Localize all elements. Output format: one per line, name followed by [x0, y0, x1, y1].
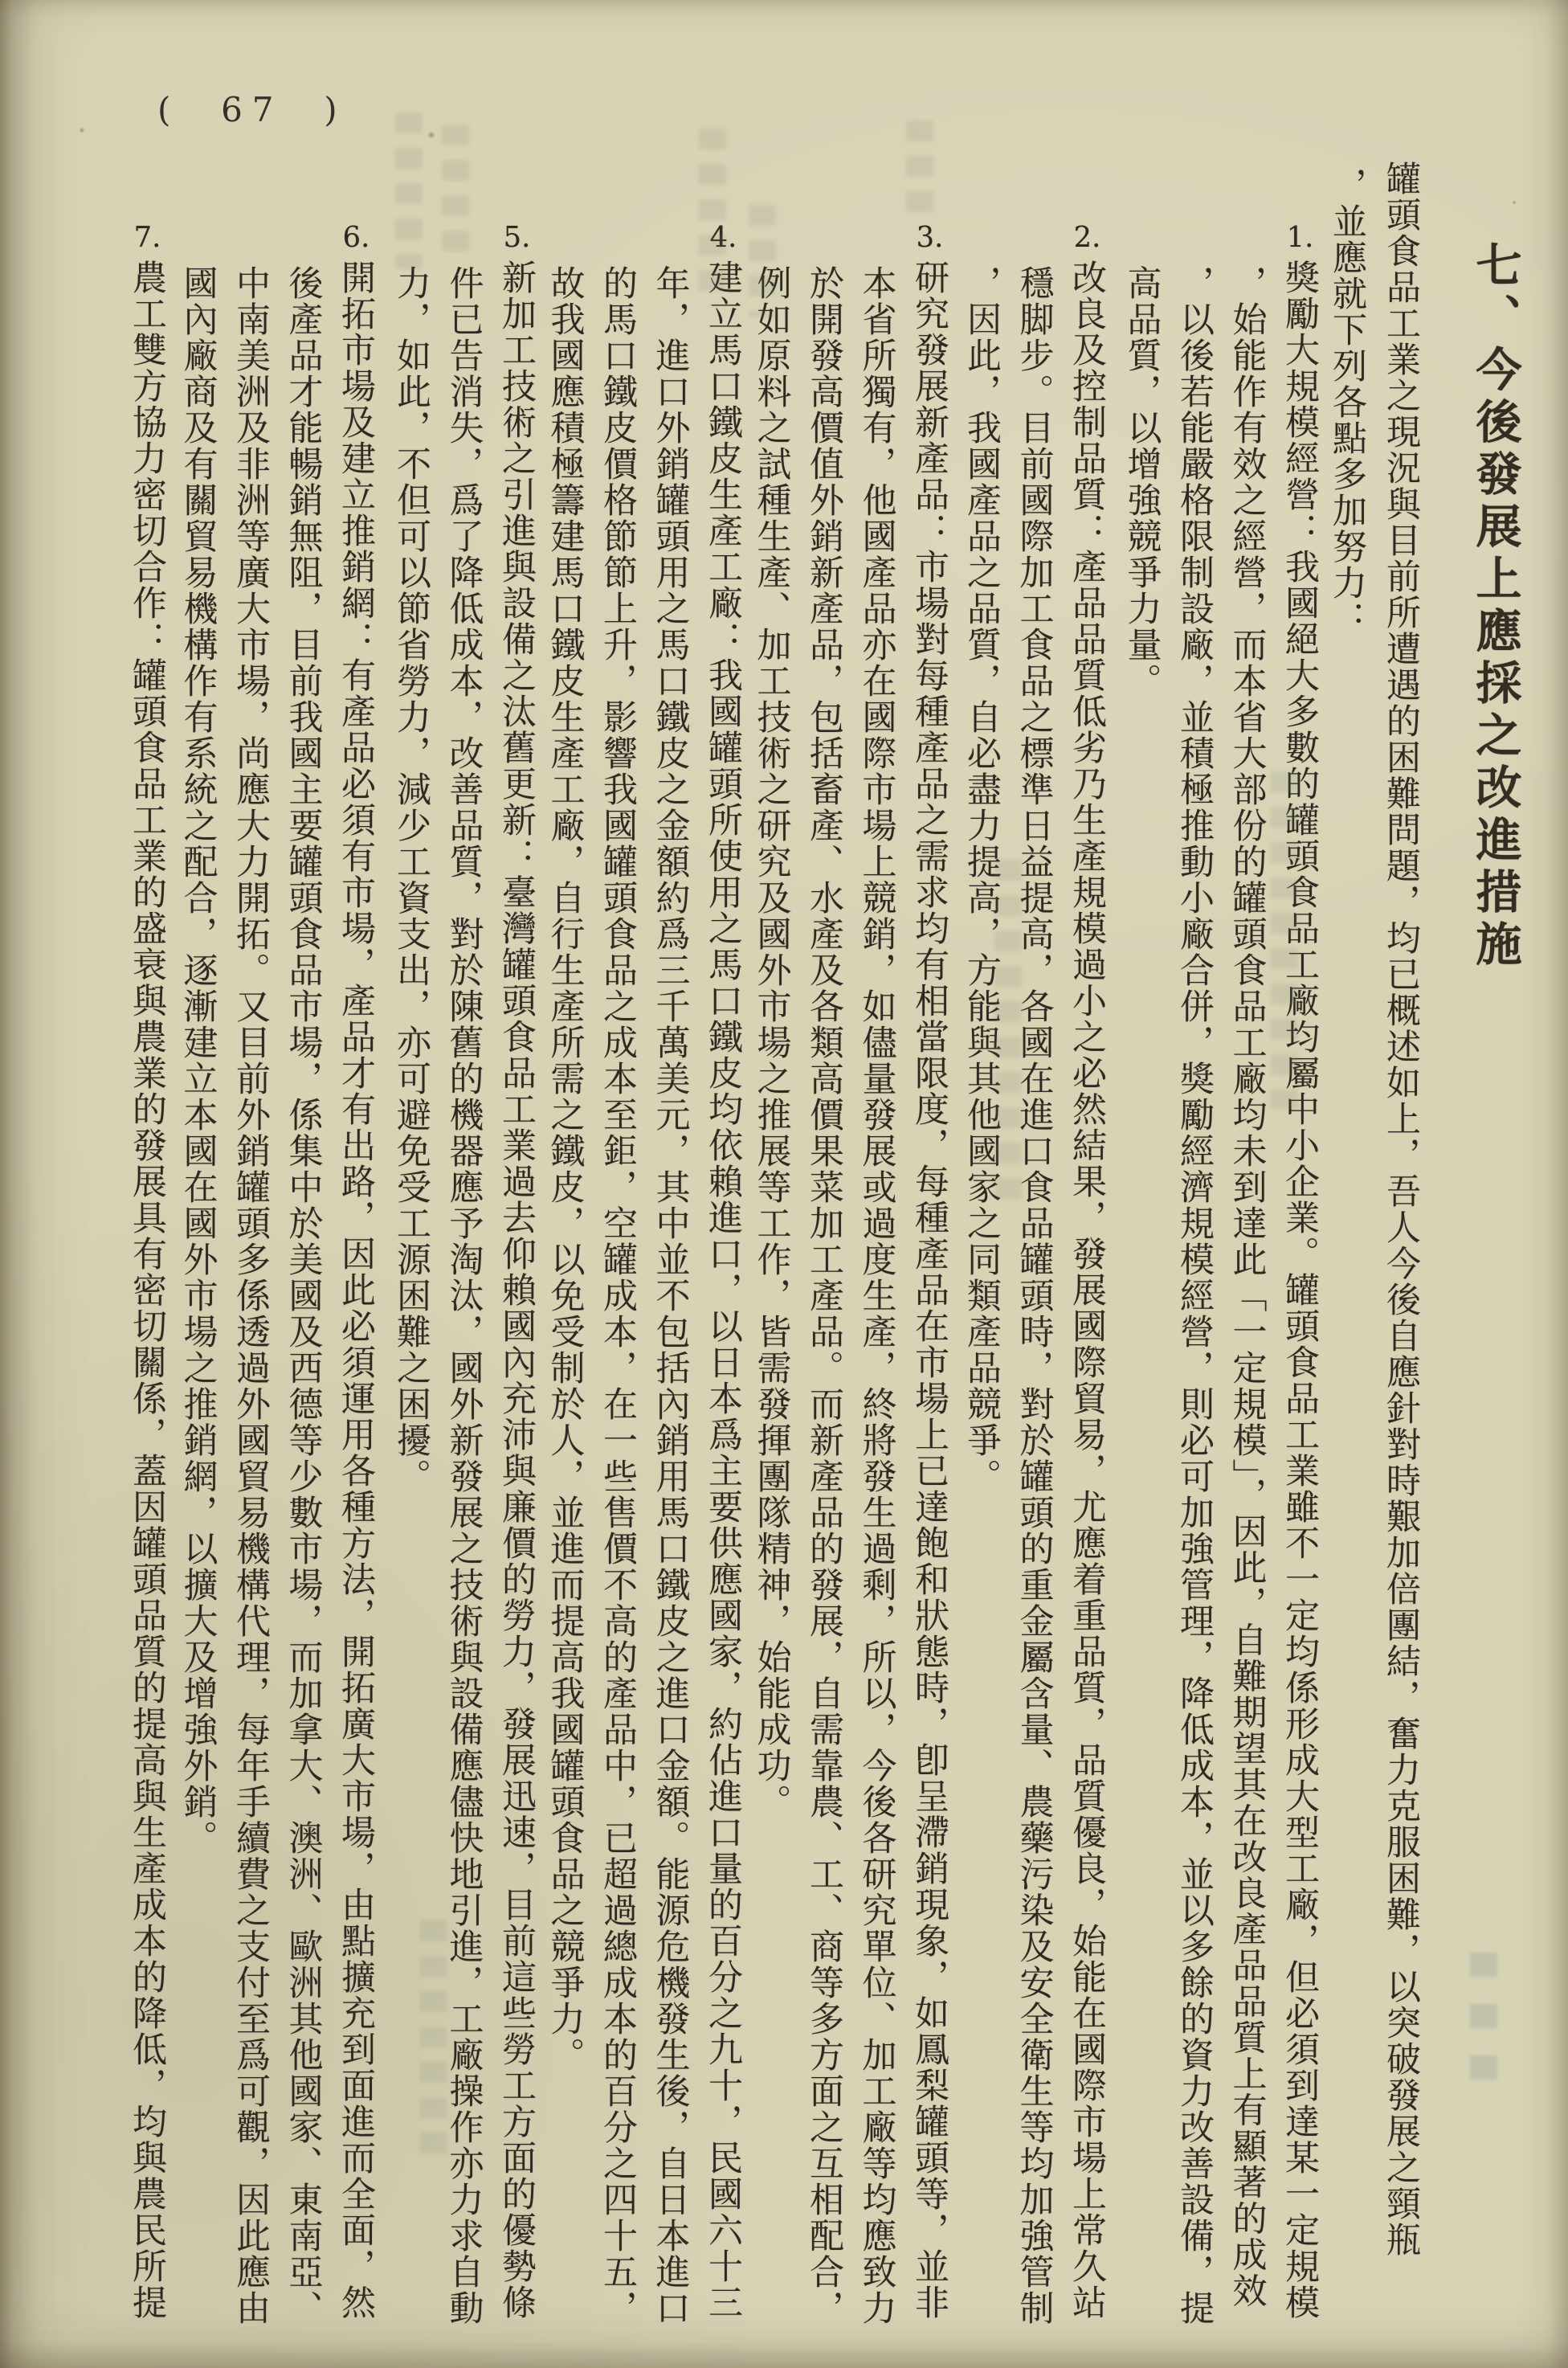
ink-bleed-smudge	[749, 205, 776, 317]
item-number: 4.	[709, 223, 737, 252]
intro-column: ，並應就下列各點多加努力：	[1327, 167, 1367, 637]
item-column: 5.新加工技術之引進與設備之汰舊更新：臺灣罐頭食品工業過去仰賴國內充沛與廉價的勞力，發展迅速，目前這些勞工方面的優勢條	[496, 223, 537, 2321]
item-column: 例如原料之試種生產、加工技術之研究及國外市場之推展等工作，皆需發揮團隊精神，始能成功。	[751, 265, 792, 1820]
item-column: 故我國應積極籌建馬口鐵皮生產工廠，自行生產所需之鐵皮，以免受制於人，並進而提高我國罐頭食品之競爭力。	[545, 265, 586, 2073]
section-title: 七、今後發展上應採之改進措施	[1468, 241, 1522, 972]
item-column: 的馬口鐵皮價格節節上升，影響我國罐頭食品之成本至鉅，空罐成本，在一些售價不高的產品中，已超過總成本的百分之四十五，	[598, 265, 638, 2326]
ink-bleed-smudge	[906, 121, 933, 221]
item-column: 年，進口外銷罐頭用之馬口鐵皮之金額約爲三千萬美元，其中並不包括內銷用馬口鐵皮之進口金額。能源危機發生後，自日本進口	[650, 265, 691, 2326]
item-column: 1.獎勵大規模經營：我國絕大多數的罐頭食品工廠均屬中小企業。罐頭食品工業雖不一定均係形成大型工廠，但必須到達某一定規模	[1280, 223, 1320, 2321]
ink-bleed-smudge	[1470, 1953, 1497, 2105]
item-column: 7.農工雙方協力密切合作：罐頭食品工業的盛衰與農業的發展具有密切關係，蓋因罐頭品質的提高與生產成本的降低，均與農民所提	[127, 223, 167, 2321]
item-number: 6.	[342, 223, 370, 252]
item-number: 1.	[1286, 223, 1314, 252]
page-number: ( 67 )	[157, 90, 347, 129]
item-column: 中南美洲及非洲等廣大市場，尚應大力開拓。又目前外銷罐頭多係透過外國貿易機構代理，每年手續費之支付至爲可觀，因此應由	[231, 265, 271, 2326]
item-column: ，因此，我國產品之品質，自必盡力提高，方能與其他國家之同類產品競爭。	[962, 265, 1002, 1495]
ink-bleed-smudge	[994, 860, 1022, 1205]
item-number: 5.	[503, 223, 531, 252]
item-column: 高品質，以增強競爭力量。	[1121, 265, 1162, 699]
intro-column: 罐頭食品工業之現況與目前所遭遇的困難問題，均已概述如上，吾人今後自應針對時艱加倍團結，奮力克服困難，以突破發展之頸瓶	[1381, 161, 1421, 2258]
item-column: 於開發高價值外銷新產品，包括畜產、水產及各類高價果菜加工產品。而新產品的發展，自需靠農、工、商等多方面之互相配合，	[804, 265, 844, 2326]
ink-bleed-smudge	[699, 129, 726, 305]
item-number: 2.	[1073, 223, 1101, 252]
item-column: 2.改良及控制品質：產品品質低劣乃生產規模過小之必然結果，發展國際貿易，尤應着重品質，品質優良，始能在國際市場上常久站	[1067, 223, 1107, 2321]
item-column: 4.建立馬口鐵皮生產工廠：我國罐頭所使用之馬口鐵皮均依賴進口，以日本爲主要供應國家，約佔進口量的百分之九十，民國六十三	[703, 223, 743, 2321]
item-column: ，始能作有效之經營，而本省大部份的罐頭食品工廠均未到達此「一定規模」，因此，自難期望其在改良產品品質上有顯著的成效	[1227, 265, 1268, 2309]
ink-bleed-smudge	[419, 1920, 447, 2161]
item-column: 穩脚步。目前國際加工食品之標準日益提高，各國在進口食品罐頭時，對於罐頭的重金屬含量、農藥污染及安全衛生等均加強管制	[1014, 265, 1055, 2326]
item-column: 6.開拓市場及建立推銷網：有產品必須有市場，產品才有出路，因此必須運用各種方法，開拓廣大市場，由點擴充到面進而全面，然	[336, 223, 376, 2321]
item-number: 7.	[133, 223, 161, 252]
item-column: 3.研究發展新產品：市場對每種產品之需求均有相當限度，每種產品在市場上已達飽和狀態時，卽呈滯銷現象，如鳳梨罐頭等，並非	[909, 223, 949, 2321]
ink-bleed-smudge	[395, 112, 423, 269]
ink-bleed-smudge	[1271, 771, 1298, 1109]
ink-bleed-smudge	[442, 125, 469, 261]
item-column: 後產品才能暢銷無阻，目前我國主要罐頭食品市場，係集中於美國及西德等少數市場，而加拿大、澳洲、歐洲其他國家、東南亞、	[283, 265, 324, 2326]
item-column: ，以後若能嚴格限制設廠，並積極推動小廠合併，獎勵經濟規模經營，則必可加強管理，降低成本，並以多餘的資力改善設備，提	[1174, 265, 1215, 2326]
item-column: 國內廠商及有關貿易機構作有系統之配合，逐漸建立本國在國外市場之推銷網，以擴大及增強外銷。	[178, 265, 218, 1856]
item-column: 力，如此，不但可以節省勞力，減少工資支出，亦可避免受工源困難之困擾。	[391, 265, 431, 1495]
item-column: 本省所獨有，他國產品亦在國際市場上競銷，如儘量發展或過度生產，終將發生過剩，所以，今後各研究單位、加工廠等均應致力	[856, 265, 897, 2326]
item-column: 件已告消失，爲了降低成本，改善品質，對於陳舊的機器應予淘汰，國外新發展之技術與設備應儘快地引進，工廠操作亦力求自動	[443, 265, 484, 2326]
item-number: 3.	[916, 223, 944, 252]
